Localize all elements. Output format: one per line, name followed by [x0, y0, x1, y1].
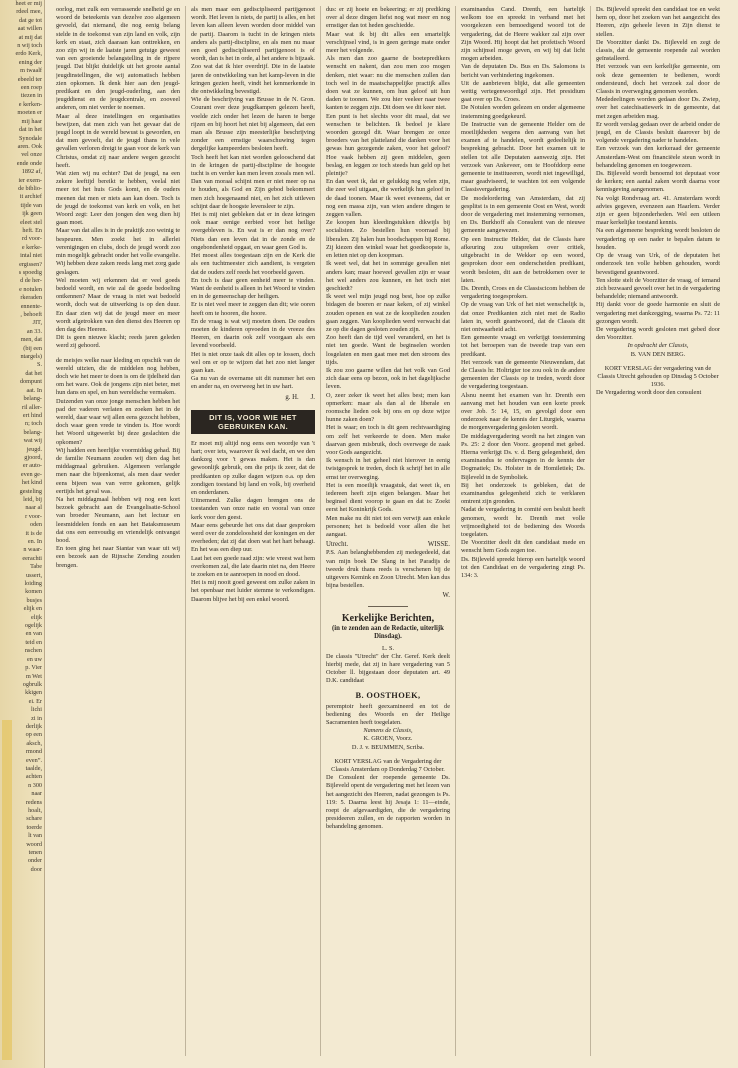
previous-page-line: er auto-	[22, 462, 42, 470]
candidate-name: B. OOSTHOEK,	[355, 690, 421, 700]
column-divider	[185, 6, 186, 1056]
previous-page-line: ier exem-	[18, 176, 42, 184]
previous-page-line: nschen	[24, 647, 42, 655]
previous-page-line: oden	[29, 521, 42, 529]
article-paragraph: De Voorzitter dankt Ds. Bijleveld en zegt de classis, dat de gemeente roepende zal worden geïnstalleerd.	[596, 38, 720, 63]
article-paragraph: Uit de aanbrieven blijkt, dat alle gemeenten wettig vertegenwoordigd zijn. Het presidium gaat over op Ds. Croes.	[461, 79, 585, 104]
previous-page-line: ebeeld ter	[17, 75, 42, 83]
postscript: P.S. Aan belanghebbenden zij medegedeeld, dat van mijn boek De Slang in het Paradijs de tweede druk thans reeds is verschenen bij de uitgevers Kemink en Zoon Utrecht. Men kan dus bijna bestellen.	[326, 549, 450, 590]
previous-page-line: tiezen in	[20, 92, 42, 100]
article-paragraph: Ze koopen hun kleedingstukken dikwijls bij socialisten. Zo bestellen hun voorraad bij liberalen. Zij halen hun boodschappen bij Rome. Zij kiezen den winkel waar het goedkoopste is, en letten niet op den koopman.	[326, 219, 450, 260]
previous-page-line: e kerken-	[18, 100, 42, 108]
article-paragraph: Het verzoek van de gemeente Nieuwendam, dat de Classis hr. Holtrigter toe zou ook in de andere gemeenten der Classis op te treden, wordt door de vergadering toegestaan.	[461, 358, 585, 391]
article-paragraph: Maar al deze instellingen en organisaties bewijzen, dat men zich van het gevaar dat de jeugd loopt in de wereld bewust is geworden, en dat men gevoelt, dat de jeugd thans in vele gevallen verloren dreigt te gaan voor de kerk van Christus, omdat zij naar andere wegen gezocht heeft.	[56, 112, 180, 169]
article-paragraph: Hij dankt voor de goede harmonie en sluit de vergadering met dankzegging, waarna Ps. 72: 11 gezongen wordt.	[596, 301, 720, 325]
previous-page-line: it archief	[19, 193, 42, 201]
previous-page-line: ei. Er	[28, 697, 42, 705]
previous-page-line: 1892 af,	[21, 168, 42, 176]
previous-page-line: onder	[27, 857, 42, 865]
previous-page-line: ntargels)	[20, 353, 42, 361]
previous-page-line: n 300	[28, 781, 42, 789]
article-paragraph: Ik weet wel, dat het in sommige gevallen niet anders kan; maar hoeveel gevallen zijn er waar het wel anders zou kunnen, en het toch niet geschiedt?	[326, 260, 450, 292]
previous-page-line: m twaalf	[20, 67, 42, 75]
article-paragraph: Het is mij nooit goed geweest om zulke zaken in het openbaar met luider stemme te verkondigen. Daarom blijve het bij een enkel woord.	[191, 579, 315, 603]
previous-page-line: aren. Ook	[17, 142, 42, 150]
column-divider	[455, 6, 456, 1056]
previous-page-line: erdo Kerk,	[15, 50, 42, 58]
previous-page-line: hoalt,	[28, 807, 42, 814]
article-paragraph: De Notulen worden gelezen en onder algemeene instemming goedgekeurd.	[461, 104, 585, 120]
previous-page-line: ert hind	[22, 411, 42, 419]
article-paragraph: Duizenden van onze jonge menschen hebben het pad der vaderen verlaten en zoeken het in de wereld, daar waar wij allen eens gezocht hebben, doch waar geen vrede te vinden is. Hoe wordt het Woord uitgewerkt bij deze geslachten die opkomen?	[56, 397, 180, 446]
previous-page-line: s spoedig	[18, 269, 42, 276]
previous-page-line: ennente-	[20, 302, 42, 310]
article-paragraph: Er moet mij altijd nog eens een woordje van 't hart; over iets, waarover ik wel dacht, en we den dankzeg voor 't gewas maken. Het is dan gewoonlijk gebruik, om die prijs ik zeer, dat de predikanten op zulke dagen wijzen o.a. op den zondigen toestand bij land en volk, bij overheid en onderdanen.	[191, 439, 315, 496]
previous-page-line: zi in	[31, 714, 42, 722]
section-divider	[368, 606, 408, 607]
previous-page-line: aat willen	[17, 25, 42, 33]
previous-page-line: woord	[26, 840, 42, 848]
article-paragraph: als men maar een gediscipliseerd partijgenoot wordt. Het leven is niets, de partij is alles, en het leven kan alleen leven worden door middel van de partij. Daarom is tucht in de kringen niets anders als partij-discipline, en als men nu maar een goed gediscipliseerd partijgenoot is of wordt, dan is het in orde, al het andere is bijzaak. Zoo wat dat ik hier overdrijf. Die in de laatste jaren de ontwikkeling van het kamp-leven in die kringen gezien heeft, vindt het kenmerkende in die ontwikkeling bevestigd.	[191, 6, 315, 96]
previous-page-line: busjes	[26, 596, 42, 604]
previous-page-line: aat. In	[26, 386, 42, 394]
article-paragraph: Ik wensch in het geheel niet hierover in eenig twistgesprek te treden, doch ik schrijf het in alle ernst ter overweging.	[326, 457, 450, 481]
column-2	[191, 6, 315, 1056]
article-paragraph: Ds. Bijleveld wordt benoemd tot deputaat voor de kerken; een aantal zaken wordt daarna voor kennisgeving aangenomen.	[596, 170, 720, 194]
previous-page-line: JIT,	[32, 319, 42, 327]
article-paragraph: dus: er zij hoete en bekeering; er zij prediking over al deze dingen liefst nog wat meer en nog ernstiger dan tot heden geschiedde.	[326, 6, 450, 30]
previous-page-line: jeugd.	[26, 445, 42, 453]
article-paragraph: En toen ging het naar Siantar van waar uit wij een bezoek aan de Rijnsche Zending zouden brengen.	[56, 545, 180, 569]
article-paragraph: Na het middagmaal hebben wij nog een kort bezoek gebracht aan de Evangelisatie-School van broeder Neumann, aan het lectuur en leesmiddelen fonds en aan het Bataksmuseum dat ons een eenvoudig en vriendelijk ontvangst bood.	[56, 495, 180, 544]
article-paragraph: Dit is geen nieuwe klacht; reeds jaren geleden werd zij gehoord.	[56, 334, 180, 350]
article-paragraph: oorlog, met zulk een verrassende snelheid ge en woord de beteekenis van dezelve zoo algemeen gevoeld, dat niemand, die nog eenig belang stelde in de toekomst van zijn land en volk, zijn kerk en staat, zich daaraan kan onttrekken, en zoo zijn wij in de laatste jaren getuige geweest van een groeiende belangstelling in de rijpere jeugd. Dat blijkt duidelijk uit het groote aantal jeugdinstellingen, die wij automatisch hebben zien opkomen. Ik denk hier aan den jeugd-predikant en den jeugd-ouderling, aan den jeugddienst en de jeugdcentrale, en zooveel anderen, om niet verder te noemen.	[56, 6, 180, 112]
article-paragraph: En de vraag is wat wij moeten doen. De ouders moeten de kinderen opvoeden in de vreeze des Heeren, en daarin ook zelf voorgaan als een levend voorbeeld.	[191, 317, 315, 350]
previous-page-line: n; toch	[24, 420, 42, 428]
salutation: L. S.	[381, 644, 395, 652]
church-notice-text: peremptoir heeft geexamineerd en tot de bediening des Woords en der Heilige Sacramenten heeft toegelaten.	[326, 702, 450, 727]
yellow-highlight-mark	[2, 720, 12, 1060]
previous-page-line: (bij een	[23, 344, 42, 352]
previous-page-line: het kind	[21, 479, 42, 487]
article-paragraph: Maar eens gebeurde het ons dat daar gesproken werd over de zondeloosheid der koningen en der overheden; dat zij dat doen wat het hart behaagt. En het was een diep uur.	[191, 521, 315, 554]
previous-page-line: toerde	[26, 823, 42, 831]
section-heading-dit-is: DIT IS, VOOR WIE HET GEBRUIKEN KAN.	[191, 410, 315, 434]
previous-page-line: ril aller-	[22, 403, 42, 411]
previous-page-line: m Wet	[25, 672, 42, 680]
previous-page-line: kkigen	[25, 689, 42, 697]
previous-page-line: tenen	[28, 849, 42, 857]
column-divider	[590, 6, 591, 1056]
article-paragraph: Wat zien wij nu echter? Dat de jeugd, na een zekere leeftijd bereikt te hebben, veelal niet meer tot het huis Gods komt, en de ouders meenen dat men er niets aan kan doen. Toch is de jeugd de toekomst van kerk en volk, en het Woord zegt: Leer den jongen den weg dien hij gaan moet.	[56, 170, 180, 227]
signature-name: B. VAN DEN BERG.	[630, 350, 686, 358]
previous-page-line: redens	[25, 798, 42, 806]
postscript-signature: W.	[442, 592, 450, 600]
article-paragraph: Ds. Bijleveld spreekt den candidaat toe en wekt hem op, door het zoeken van het aangezicht des Heeren, zijn geheele leven in Zijn dienst te stellen.	[596, 6, 720, 38]
article-paragraph: Er wordt verslag gedaan over de arbeid onder de jeugd, en de Classis besluit daarover bij de volgende vergadering nader te handelen.	[596, 120, 720, 145]
previous-page-line: lichi	[31, 706, 42, 714]
previous-page-line: even ge-	[20, 470, 42, 478]
previous-page-line: de biblio-	[18, 184, 42, 192]
previous-page-line: heft. En	[22, 226, 42, 234]
article-paragraph: De middagvergadering wordt na het zingen van Ps. 25: 2 door den Voorz. geopend met gebed. Hierna verkrijgt Ds. v. d. Berg gelegenheid, den examinandus te ondervragen in de kennis der Dogmatiek; Ds. Holster in de Homiletiek; Ds. Bijleveld in de Symboliek.	[461, 432, 585, 481]
column-1	[56, 6, 180, 1056]
previous-page-line: rmond	[25, 748, 42, 756]
article-paragraph: Het is een moeilijk vraagstuk, dat weet ik, en iedereen heeft zijn eigen belangen. Maar het beginsel dient voorop te gaan en dat is: Zoekt eerst het Koninkrijk Gods.	[326, 481, 450, 514]
previous-page-line: een roep	[20, 84, 42, 92]
previous-page-line: heet er mij	[15, 0, 42, 7]
previous-page-line: e notulen	[19, 285, 42, 293]
previous-page-line: Tabe	[30, 563, 42, 571]
previous-page-line: moeten er	[17, 109, 42, 117]
article-paragraph: Na volgt Rondvraag art. 41. Amsterdam wordt advies gegeven, evenzeen aan Haarlem. Verder zijn er geen bijzonderheden. Wel een uitleen maar kerkelijke toestand kennis.	[596, 194, 720, 227]
previous-page-line: S.	[37, 361, 42, 369]
previous-page-line: naar al	[25, 504, 42, 512]
article-paragraph: Een verzoek van den kerkeraad der gemeente Amsterdam-West om financiëele steun wordt in behandeling genomen en toegewezen.	[596, 145, 720, 169]
church-news-heading: Kerkelijke Berichten,	[341, 612, 435, 624]
previous-page-line: ijk geen	[22, 210, 42, 218]
article-paragraph: Toch heeft het kan niet worden gelooschend dat in de kringen de partij-discipline de hoogste tucht is en verder kan men leven zooals men wil. Dan van moraal schijnt men er niet meer op na te houden, als God en Zijn gebod bekommert men zich hoegenaamd niet, en het zich uitleven schijnt daar de hoogste levensleer te zijn.	[191, 153, 315, 210]
article-paragraph: Het is waar; en toch is dit geen rechtvaardiging om zelf het verkeerde te doen. Men make daarvan geen misbruik, doch overwege de zaak voor Gods aangezicht.	[326, 424, 450, 456]
previous-page-line: it is de	[25, 529, 42, 537]
previous-page-line: achten	[25, 773, 42, 781]
article-paragraph: Nadat de vergadering in comité een besluit heeft genomen, wordt hr. Drenth met volle vrijmoedigheid tot de bediening des Woords toegelaten.	[461, 506, 585, 538]
article-paragraph: Het moest alles toegestaan zijn en de Kerk die als een tuchtmeester zich aandient, is vergeten dat de ouders zelf reeds het voorbeeld gaven.	[191, 252, 315, 276]
article-paragraph: Ik weet wel mijn jeugd nog best, hoe op zulke bidagen de boeren er naar keken, of zij winkel zouden openen en wat ze de kooplieden zouden gaan zeggen. Van kooplieden werd verwacht dat ze op die dagen gesloten zouden zijn.	[326, 293, 450, 333]
previous-page-line: lt van	[28, 832, 42, 840]
previous-page-line: even”.	[26, 756, 42, 764]
previous-page-line: en van	[25, 630, 42, 638]
previous-page-line: an 33.	[26, 327, 42, 335]
previous-page-line: tijde van	[20, 201, 42, 209]
article-paragraph: Men make nu dit niet tot een verwijt aan enkele personen; het is bedoeld voor allen die het aangaat.	[326, 514, 450, 538]
previous-page-line: rkeraden	[20, 294, 42, 302]
article-paragraph: Bij het onderzoek is gebleken, dat de examinandus gelegenheid zich te verklaren omtrent zijn gronden.	[461, 481, 585, 506]
signature-label: In opdracht der Classis,	[627, 342, 689, 350]
previous-page-line: rdeel mee,	[16, 8, 42, 16]
previous-page-line: ogelijk	[24, 622, 42, 630]
article-paragraph: Alsnu neemt het examen van hr. Drenth een aanvang met het houden van een korte preek over Job. 5: 14, 15, en gevolgd door een onderzoek naar de kennis der Liturgiek, waarna de morgenvergadering gesloten wordt.	[461, 391, 585, 432]
article-paragraph: Ten slotte stelt de Voorzitter de vraag, of iemand zich bezwaard gevoelt over het in de vergadering behandelde; niemand antwoordt.	[596, 276, 720, 301]
signature-initial: J.	[310, 393, 315, 401]
signature-name: WISSE.	[427, 541, 450, 549]
previous-page-line: dat in het	[18, 126, 42, 134]
signature-initials: g. H.	[285, 393, 299, 401]
signature-label: Namens de Classis,	[363, 727, 413, 735]
previous-page-line: elijk en	[23, 605, 42, 613]
article-paragraph: Maar van dat alles is in de praktijk zoo weinig te bespeuren. Men zoekt het in allerlei verenigingen en clubs, doch de jeugd wordt zoo min mogelijk gebracht onder het volle evangelie. Wij hebben deze zaken reeds lang met zorg gade geslagen.	[56, 227, 180, 276]
previous-page-line: teid en	[25, 638, 42, 646]
column-4	[461, 6, 585, 1056]
previous-page-line: door	[30, 865, 42, 873]
previous-page-line: dat ge tot	[18, 16, 42, 24]
previous-page-line: op een	[25, 731, 42, 739]
previous-page-line: ening der	[18, 58, 42, 66]
previous-page-line: ogbrulk	[22, 680, 42, 688]
article-paragraph: de meisjes welke naar kleding en opschik van de wereld uitzien, die de middelen nog hebben, doch wie het meer te doen is om de ijdelheid dan om het ware. Ook de jongens zijn niet beter, met hun dans en spel, en hun wereldsche vermaken.	[56, 356, 180, 397]
previous-page-line: leid, bij	[23, 495, 42, 503]
previous-page-line: en. In	[27, 538, 42, 545]
article-paragraph: De Instructie van de gemeente Helder om de moeilijkheden wegens den aanvang van het examen af te handelen, wordt gedeeltelijk in bespreking gebracht. Door het examen uit te stellen tot alle Deputaten aanwezig zijn. Het verzoek van Ankeveer, om te Hoofddorp eene gemeente te institueeren, wordt niet ingewilligd, maar geadviseerd, te wachten tot een volgende Classisvergadering.	[461, 120, 585, 194]
previous-page-line: n wij toch	[17, 42, 42, 50]
previous-page-line: komen	[25, 588, 42, 596]
previous-page-line: intal niet	[20, 252, 42, 260]
newspaper-page	[56, 6, 732, 1066]
previous-page-line: , behoeft	[20, 311, 42, 319]
previous-page-line: Synodale	[18, 134, 42, 142]
previous-page-line: rd voor-	[22, 235, 42, 243]
article-paragraph: Ga nu van de overname uit dit nummer het een en ander na, en overweeg het in uw hart.	[191, 375, 315, 391]
article-paragraph: Van de deputaten Ds. Bus en Ds. Salomons is bericht van verhindering ingekomen.	[461, 63, 585, 79]
article-paragraph: Wel moeten wij erkennen dat er veel goeds bedoeld wordt, en wie zal de goede bedoeling ontkennen? Maar de vraag is niet wat bedoeld wordt, doch wat de uitwerking is op den duur. En daar zien wij dat de jeugd meer en meer wordt afgetrokken van den dienst des Heeren op den dag des Heeren.	[56, 276, 180, 333]
previous-page-line: naar	[31, 790, 42, 798]
article-paragraph: Ds. Bijleveld spreekt hierop een hartelijk woord tot den Candidaat en de vergadering zingt Ps. 134: 3.	[461, 555, 585, 580]
previous-page-line: men, dat	[20, 336, 42, 344]
article-paragraph: Mededeelingen worden gedaan door Ds. Zwiep, over het catechisatiewerk in de gemeente, dat met zegen arbeiden mag.	[596, 96, 720, 120]
church-notice-text: De classis "Utrecht" der Chr. Geref. Kerk deelt hierbij mede, dat zij in hare vergadering van 5 October ll. bijgestaan door deputaten art. 49 D.K. candidaat	[326, 652, 450, 685]
column-divider	[320, 6, 321, 1056]
article-paragraph: examinandus Cand. Drenth, een hartelijk welkom toe en spreekt in verband met het voorgelezen een bemoedigend woord tot de vergadering, dat de Heere wakker zal zijn over Zijn Woord. Hij hoopt dat het profetisch Woord zijn schijnsel moge geven, en wij bij dat licht mogen arbeiden.	[461, 6, 585, 63]
article-paragraph: Laat het een goede raad zijn: wie vreest wat hem overkomen zal, die late daarin niet na, den Heere te zoeken en te aanroepen in nood en dood.	[191, 554, 315, 578]
article-signature	[191, 394, 315, 402]
article-paragraph: Ik zou zoo gaarne willen dat het volk van God zich daar eens op bezon, ook in het dagelijksche leven.	[326, 366, 450, 391]
signature-scribe: D. J. v. BEUMMEN, Scriba.	[351, 743, 425, 751]
previous-page-line: ergissen?	[19, 260, 42, 268]
article-paragraph: Na een algemeene bespreking wordt besloten de vergadering op een nader te bepalen datum te houden.	[596, 227, 720, 251]
column-3	[326, 6, 450, 1056]
article-paragraph: Het verzoek van een kerkelijke gemeente, om ook deze gemeenten te bedienen, wordt ondersteund, doch het verzoek zal door de Classis in overweging genomen worden.	[596, 63, 720, 96]
article-paragraph: De modelordering van Amsterdam, dat zij gesplitst is in een gemeente Oost en West, wordt door de vergadering met instemming vernomen, en Ds. Burkhoff als Consulent van de nieuwe gemeente aangewezen.	[461, 194, 585, 235]
article-paragraph: De vergadering wordt gesloten met gebed door den Voorzitter.	[596, 325, 720, 342]
article-paragraph: En dan weet ik, dat er gelukkig nog velen zijn, die zeer wel uitgaan, die werkelijk hun geloof in de daad toonen. Maar ik weet eveneens, dat er nog een massa zijn, van wien andere dingen te zeggen vallen.	[326, 178, 450, 219]
article-paragraph: Zoo heeft dan de tijd veel veranderd, en het is niet ten goede. Want de beginselen worden losgelaten en men gaat mee met den stroom des tijds.	[326, 334, 450, 366]
previous-page-line: eerachti	[22, 554, 42, 562]
article-paragraph: De Voorzitter deelt dit den candidaat mede en wenscht hem Gods zegen toe.	[461, 539, 585, 555]
article-paragraph: Een gemeente vraagt en verkrijgt toestemming tot het beroepen van de tweede trap van een predikant.	[461, 334, 585, 358]
previous-page-line: gjoord,	[24, 453, 42, 461]
previous-page-line: elijk	[31, 613, 42, 621]
previous-page-line: n waar-	[23, 546, 42, 554]
previous-page-line: p. Vier	[25, 664, 42, 672]
previous-page-line: e kerke-	[21, 243, 42, 251]
previous-page-line: dat het	[25, 369, 42, 377]
previous-page-line: en uw	[27, 655, 42, 663]
article-paragraph: Er is niet veel meer te zeggen dan dit; wie ooren heeft om te hooren, die hoore.	[191, 301, 315, 317]
article-paragraph: Maar wat ik bij dit alles een smartelijk verschijnsel vind, is in geen geringe mate onder meer het volgende.	[326, 30, 450, 55]
article-paragraph: O, zeer zeker ik weet het alles best; men kan opmerken: maar als dan al de liberale en roomsche lieden ook bij ons en op deze wijze hunne zaken doen?	[326, 391, 450, 424]
article-signature	[326, 541, 450, 549]
report-paragraph: De Consulent der roepende gemeente Ds. Bijleveld opent de vergadering met het lezen van het aangezicht des Heeren, nadat gezongen is Ps. 119: 5. Daarna leest hij Jesaja 1: 11—einde, roept de afgevaardigden, die de vergadering presideeren zullen, en de rapporten worden in behandeling genomen.	[326, 774, 450, 831]
previous-page-line: r voor-	[25, 512, 42, 520]
article-paragraph: Ds. Drenth, Croes en de Classiscicom hebben de vergadering toegesproken.	[461, 284, 585, 301]
article-paragraph: Op een Instructie Helder, dat de Classis hare afkeuring zou uitspreken over critiek, uitgebracht in de Wekker op een woord, gesproken door een onderscheiden predikant, wordt besloten, dit aan de betrokkenen over te laten.	[461, 235, 585, 284]
previous-page-line: ende onde	[16, 159, 42, 167]
previous-page-line: loiding	[24, 580, 42, 588]
previous-page-line: vel onze	[21, 151, 42, 159]
previous-page-line: taalde,	[25, 764, 42, 772]
previous-page-line: mij haar	[21, 117, 42, 125]
article-paragraph: En toch is daar geen eenheid meer te vinden. Want de eenheid is alleen in het Woord te vinden en in de gemeenschap der heiligen.	[191, 276, 315, 301]
previous-page-line: schare	[26, 815, 42, 823]
previous-page-line: eleet stel	[20, 218, 42, 226]
previous-page-line: gesteling	[19, 487, 42, 495]
signature-place: Utrecht.	[326, 541, 349, 549]
report-title: KORT VERSLAG der vergadering van de Classis Utrecht gehouden op Dinsdag 5 October 1936.	[597, 364, 719, 389]
signature-chairman: K. GROEN, Voorz.	[363, 735, 413, 743]
report-paragraph: De Vergadering wordt door den consulent	[596, 389, 702, 397]
article-paragraph: Wij hadden een heerlijke voormiddag gehad. Bij de familie Neumann zouden wij dien dag het middagmaal gebruiken. Algemeen verlangde men naar die bijeenkomst, als men daar weder eens bijeen was van verre gekomen, gelijk eertijds het geval was.	[56, 446, 180, 495]
article-paragraph: Op de vraag van Urk of het niet wenschelijk is, dat onze Predikanten zich niet met de Radio laten in, wordt geantwoord, dat de Classis dit niet ontwaarheid acht.	[461, 301, 585, 333]
previous-page-line: belang-	[23, 395, 42, 403]
church-news-subheading: (in te zenden aan de Redactie, uiterlijk Dinsdag).	[332, 624, 444, 640]
article-paragraph: Op de vraag van Urk, of de deputaten het onderzoek ten volle hebben gehouden, wordt bevestigend geantwoord.	[596, 252, 720, 276]
previous-page-line: ussert,	[26, 571, 42, 579]
article-paragraph: Wie de beschrijving van Brusse in de N. Gron. Courant over deze jeugdkampen gelezen heeft, voelde zich onder het lezen de haren te berge rijzen en bij hoort het niet bij algemeen, dat een man als Brusse zijn meesterlijke beschrijving zonder een ernstige waarschuwing tegen dergelijke kampeerders besloten heeft.	[191, 96, 315, 153]
report-title: KORT VERSLAG van de Vergadering der Classis Amsterdam op Donderdag 7 October.	[331, 757, 445, 774]
article-paragraph: Het is niet onze taak dit alles op te lossen, doch wel om er op te wijzen dat het zoo niet langer gaan kan.	[191, 350, 315, 374]
previous-page-line: belang-	[23, 428, 42, 436]
article-paragraph: Een punt is het slechts voor dit maal, dat we wenschen te belichten. Ik bedoel je klare woorden gezegd dit. Waar brengen ze onze broeders van het platteland die danken voor het gewas hun gezegende zaken, voor het geloof? Hoe vaak hebben zij geen middelen, geen beslag, en leggen ze toch steeds hun geld op het pleintje?	[326, 112, 450, 178]
previous-page-line: d de her-	[20, 277, 42, 285]
column-5	[596, 6, 720, 1056]
previous-page-line: dompunt	[19, 378, 42, 386]
previous-page-line: aksch,	[26, 739, 42, 747]
previous-page-line: wat wij	[23, 437, 42, 445]
article-paragraph: Als men dan zoo gaarne de boetepredikers wenscht en nakent, dan zou men zoo mogen denken, niet waar: nu die menschen zullen dan toch wel in de maatschappelijke practijk alles doen wat ze kunnen, om hun geloof uit hun daden te toonen. We zou hier veeleer naar twee kanten te zeggen zijn. Dit doen we dit keer niet.	[326, 55, 450, 112]
article-paragraph: Uitnemend. Zulke dagen brengen ons de toestanden van onze natie en vooral van onze kerk voor den geest.	[191, 497, 315, 521]
article-paragraph: Het is mij niet gebleken dat er in deze kringen ook maar eenige eerbied voor het heilige overgebleven is. En wat is er dan nog over? Niets dan een leven dat in de zonde en de ongebondenheid opgaat, en waar geen God is.	[191, 211, 315, 251]
previous-page-line: derlijk	[25, 722, 42, 730]
previous-page-line: at mij dat	[18, 33, 42, 41]
